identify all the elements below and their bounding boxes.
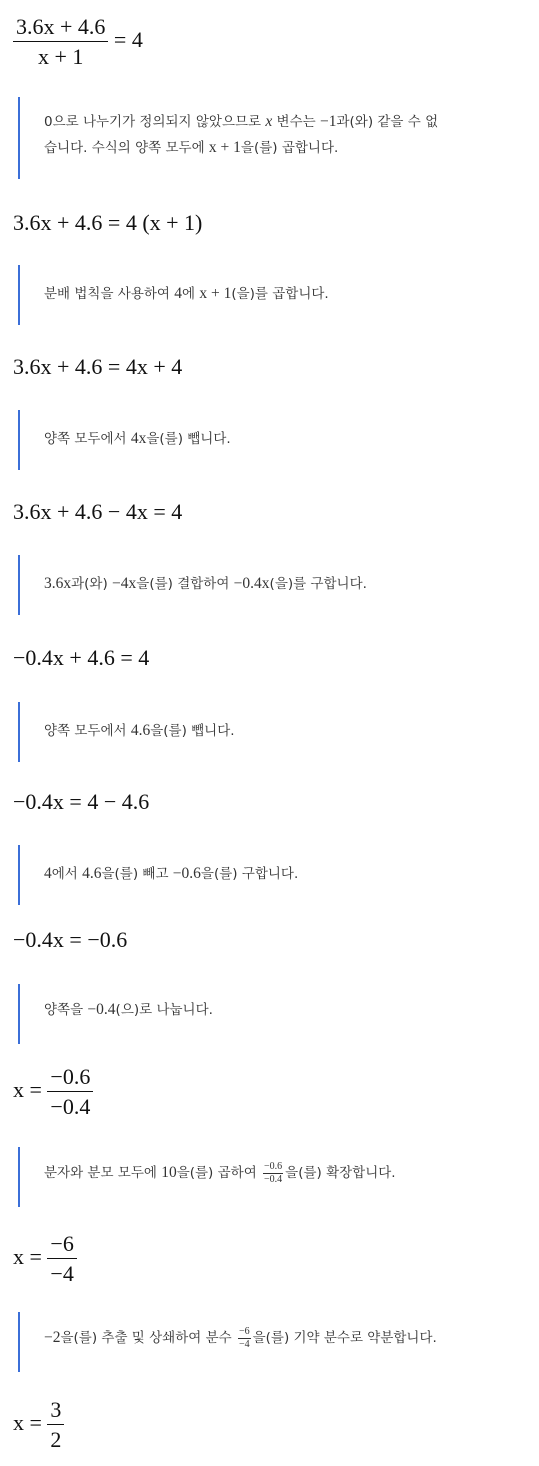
fraction	[47, 1064, 93, 1120]
rhs: = 4	[108, 27, 143, 53]
explanation-8: 분자와 분모 모두에 10을(를) 곱하여 $\frac{-0.6}{-0.4}$ 을(를) 확장합니다.	[18, 1147, 530, 1207]
fraction	[47, 1397, 64, 1453]
fraction	[47, 1231, 76, 1287]
explanation-4: 3.6x과(와) −4x을(를) 결합하여 −0.4x(을)를 구합니다.	[18, 555, 530, 615]
denominator: 2	[47, 1424, 64, 1453]
explanation-6: 4에서 4.6을(를) 빼고 −0.6을(를) 구합니다.	[18, 845, 530, 905]
equation-1	[13, 14, 143, 70]
equation-2: 3.6x + 4.6 = 4 (x + 1)	[13, 210, 203, 235]
equation-9: x = $\frac{-6}{-4}$	[13, 1231, 77, 1287]
explanation-9: −2을(를) 추출 및 상쇄하여 분수 $\frac{-6}{-4}$ 을(를) 기약 분수로 약분합니다.	[18, 1312, 530, 1372]
equation-6: −0.4x = 4 − 4.6	[13, 789, 150, 814]
numerator: −6	[50, 1231, 74, 1256]
equation-4: 3.6x + 4.6 − 4x = 4	[13, 499, 183, 524]
equation-3: 3.6x + 4.6 = 4x + 4	[13, 354, 183, 379]
denominator: −0.4	[47, 1091, 93, 1120]
explanation-5: 양쪽 모두에서 4.6을(를) 뺍니다.	[18, 702, 530, 762]
explanation-3: 양쪽 모두에서 4x을(를) 뺍니다.	[18, 410, 530, 470]
equation-5: −0.4x + 4.6 = 4	[13, 645, 150, 670]
equation-10: x = $\frac{3}{2}$	[13, 1397, 64, 1453]
denominator: x + 1	[13, 41, 108, 70]
numerator: −0.6	[50, 1064, 91, 1089]
explanation-1: 0으로 나누기가 정의되지 않았으므로 x 변수는 −1과(와) 같을 수 없 습니다. 수식의 양쪽 모두에 x + 1을(를) 곱합니다.	[18, 97, 530, 179]
inline-fraction: $\frac{-6}{-4}$	[238, 1325, 250, 1350]
inline-fraction: $\frac{-0.6}{-0.4}$	[264, 1160, 283, 1185]
equation-7: −0.4x = −0.6	[13, 927, 128, 952]
numerator: 3	[50, 1397, 62, 1422]
explanation-7: 양쪽을 −0.4(으)로 나눕니다.	[18, 984, 530, 1044]
denominator: −4	[47, 1258, 76, 1287]
explanation-2: 분배 법칙을 사용하여 4에 x + 1(을)를 곱합니다.	[18, 265, 530, 325]
numerator: 3.6x + 4.6	[16, 14, 106, 39]
equation-8: x = $\frac{-0.6}{-0.4}$	[13, 1064, 93, 1120]
fraction	[13, 14, 108, 70]
